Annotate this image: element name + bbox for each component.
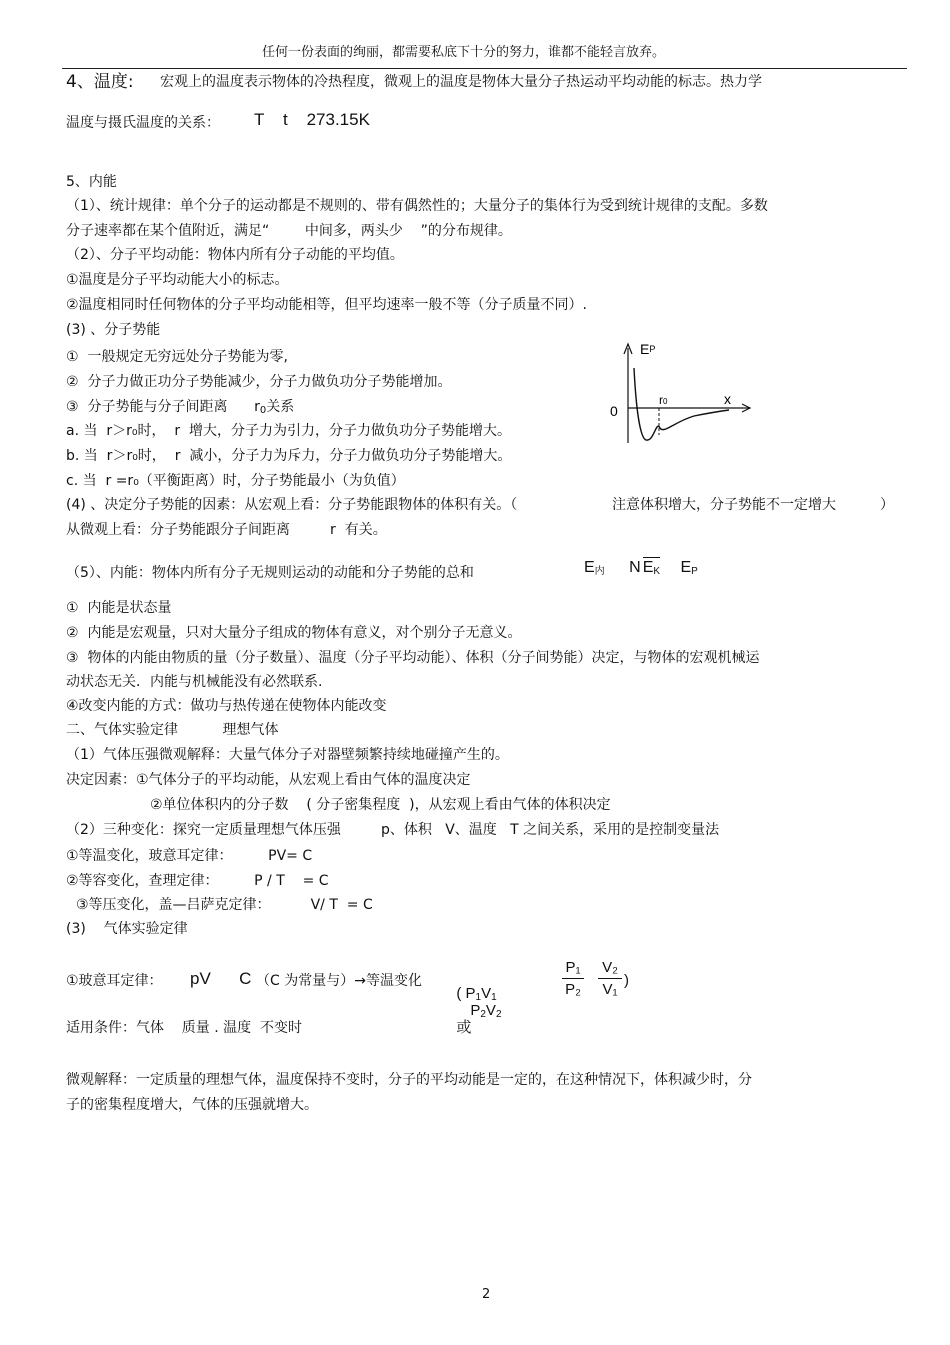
para-1a: （1）、统计规律：单个分子的运动都是不规则的、带有偶然性的；大量分子的集体行为受到统计规律的支配。多数	[66, 198, 768, 214]
para-4b: 从微观上看：分子势能跟分子间距离 r 有关。	[66, 522, 387, 538]
section-4-text: 宏观上的温度表示物体的冷热程度，微观上的温度是物体大量分子热运动平均动能的标志。热力学	[160, 74, 762, 90]
potential-energy-graph	[604, 338, 754, 448]
gas-2b: ②等容变化，查理定律： P / T = C	[66, 873, 329, 889]
para-5a: ① 内能是状态量	[66, 600, 172, 616]
origin-label: 0	[610, 403, 618, 419]
gas-2: （2）三种变化：探究一定质量理想气体压强 p、体积 V、温度 T 之间关系，采用的是控制变量法	[66, 822, 720, 838]
gas-2c: ③等压变化，盖—吕萨克定律： V/ T = C	[76, 897, 373, 913]
para-3e: b. 当 r＞r₀时， r 减小，分子力为斥力，分子力做负功分子势能增大。	[66, 448, 512, 464]
para-5e: ④改变内能的方式：做功与热传递在使物体内能改变	[66, 698, 387, 714]
xlabel: x	[724, 391, 731, 407]
boyle-label: ①玻意耳定律：	[66, 973, 163, 989]
para-1b: 分子速率都在某个值附近，满足“ 中间多，两头少 ”的分布规律。	[66, 223, 512, 239]
section-4-line2: 温度与摄氏温度的关系：	[66, 115, 220, 131]
boyle-formula: pV C	[190, 969, 252, 988]
para-3: (3) 、分子势能	[66, 322, 161, 338]
para-2: （2）、分子平均动能：物体内所有分子动能的平均值。	[66, 247, 404, 263]
para-5: （5）、内能：物体内所有分子无规则运动的动能和分子势能的总和	[66, 565, 474, 581]
header-motto: 任何一份表面的绚丽，都需要私底下十分的努力，谁都不能轻言放弃。	[262, 45, 666, 60]
section-4-title: 4、温度:	[66, 72, 134, 92]
para-4a: (4) 、决定分子势能的因素：从宏观上看：分子势能跟物体的体积有关。（	[66, 497, 518, 513]
para-5b: ② 内能是宏观量，只对大量分子组成的物体有意义，对个别分子无意义。	[66, 625, 522, 641]
gas-1: （1）气体压强微观解释：大量气体分子对器壁频繁持续地碰撞产生的。	[66, 747, 509, 763]
section-2-title: 二、气体实验定律 理想气体	[66, 722, 279, 738]
r0-label: r0	[659, 393, 668, 407]
ylabel: EP	[640, 341, 656, 357]
temperature-formula: T t 273.15K	[254, 110, 370, 129]
para-4-note: 注意体积增大，分子势能不一定增大	[612, 497, 836, 513]
micro-2: 子的密集程度增大，气体的压强就增大。	[66, 1097, 318, 1113]
boyle-equation: ( $P_1V_1$ $P_2V_2$ 或	[456, 985, 502, 1036]
gas-1a: 决定因素：①气体分子的平均动能，从宏观上看由气体的温度决定	[66, 772, 471, 788]
para-2b: ②温度相同时任何物体的分子平均动能相等，但平均速率一般不等（分子质量不同）.	[66, 297, 587, 313]
para-2a: ①温度是分子平均动能大小的标志。	[66, 272, 289, 288]
header-rule	[62, 68, 907, 69]
page-number: 2	[482, 1287, 491, 1302]
para-5d: 动状态无关．内能与机械能没有必然联系.	[66, 674, 323, 690]
para-3b: ② 分子力做正功分子势能减少，分子力做负功分子势能增加。	[66, 374, 452, 390]
ep-curve	[634, 368, 729, 440]
micro-1: 微观解释：一定质量的理想气体，温度保持不变时，分子的平均动能是一定的，在这种情况下，体积减少时，分	[66, 1072, 752, 1088]
gas-1b: ②单位体积内的分子数 ( 分子密集程度 )，从宏观上看由气体的体积决定	[150, 797, 611, 813]
boyle-close: )	[624, 972, 629, 989]
internal-energy-formula: $E_内$ N $E_K$ $E_P$	[584, 559, 698, 577]
para-4-close: ）	[880, 497, 894, 513]
fraction-p: P₁ P₂	[562, 959, 584, 998]
gas-3: (3) 气体实验定律	[66, 921, 188, 937]
fraction-v: V₂ V₁	[598, 959, 622, 998]
para-5c: ③ 物体的内能由物质的量（分子数量）、温度（分子平均动能）、体积（分子间势能）决定，与物体的宏观机械运	[66, 650, 760, 666]
para-3d: a. 当 r＞r₀时， r 增大，分子力为引力，分子力做负功分子势能增大。	[66, 423, 512, 439]
para-3c: ③ 分子势能与分子间距离 $r_0$关系	[66, 399, 295, 416]
para-3f: c. 当 r =r₀（平衡距离）时，分子势能最小（为负值）	[66, 473, 405, 489]
para-3a: ① 一般规定无穷远处分子势能为零,	[66, 349, 288, 365]
boyle-mid: （C 为常量与）→等温变化	[256, 973, 422, 989]
gas-2a: ①等温变化，玻意耳定律： PV= C	[66, 848, 313, 864]
conditions: 适用条件：气体 质量 . 温度 不变时	[66, 1020, 303, 1036]
section-5-title: 5、内能	[66, 174, 117, 190]
